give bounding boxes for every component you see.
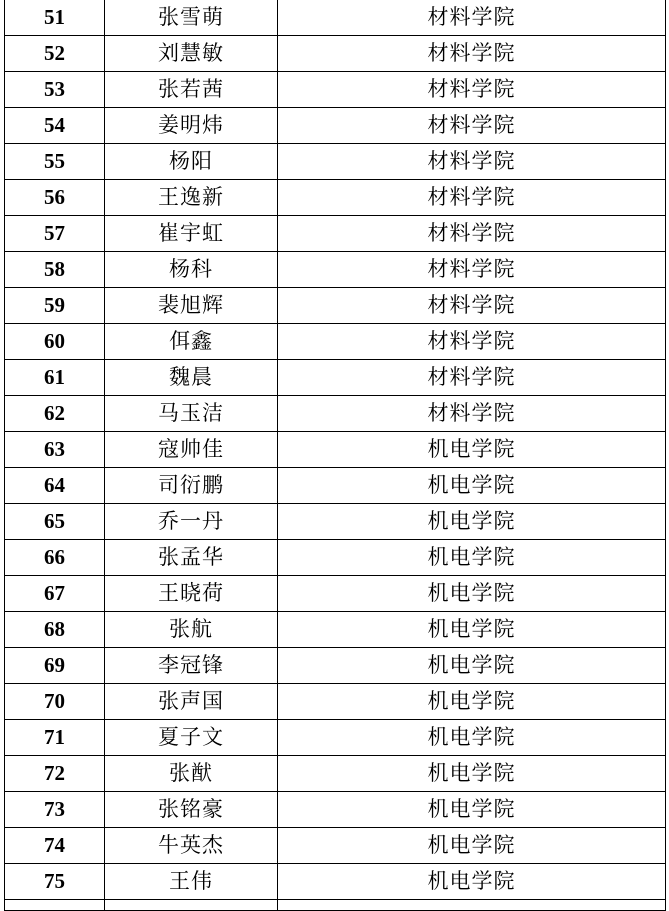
student-name: 裴旭辉 [105,288,278,324]
college-name-cell [278,900,666,911]
row-number: 74 [5,828,105,864]
college-name: 机电学院 [278,540,666,576]
row-number: 69 [5,648,105,684]
table-row [5,828,666,864]
row-number: 64 [5,468,105,504]
college-name: 材料学院 [278,180,666,216]
student-name: 牛英杰 [105,828,278,864]
row-number: 63 [5,432,105,468]
college-name: 机电学院 [278,468,666,504]
row-number: 56 [5,180,105,216]
table-row [5,252,666,288]
table-row [5,0,666,36]
row-number: 61 [5,360,105,396]
student-roster-table [4,0,666,911]
student-name: 张铭豪 [105,792,278,828]
row-number: 75 [5,864,105,900]
student-name: 佴鑫 [105,324,278,360]
table-row [5,324,666,360]
row-number: 62 [5,396,105,432]
table-row [5,612,666,648]
college-name: 材料学院 [278,36,666,72]
college-name: 机电学院 [278,648,666,684]
student-name: 李冠锋 [105,648,278,684]
student-name: 马玉洁 [105,396,278,432]
table-row [5,756,666,792]
college-name: 材料学院 [278,0,666,36]
table-row [5,288,666,324]
college-name: 机电学院 [278,756,666,792]
row-number: 53 [5,72,105,108]
college-name: 机电学院 [278,684,666,720]
table-row [5,504,666,540]
college-name: 材料学院 [278,216,666,252]
row-number: 72 [5,756,105,792]
row-number: 54 [5,108,105,144]
row-number: 51 [5,0,105,36]
student-name: 魏晨 [105,360,278,396]
student-name: 刘慧敏 [105,36,278,72]
student-name: 夏子文 [105,720,278,756]
row-number: 70 [5,684,105,720]
row-number: 68 [5,612,105,648]
row-number: 55 [5,144,105,180]
college-name: 机电学院 [278,432,666,468]
student-name: 张声国 [105,684,278,720]
row-number: 66 [5,540,105,576]
student-name: 杨阳 [105,144,278,180]
table-row [5,108,666,144]
table-row [5,792,666,828]
student-name: 张孟华 [105,540,278,576]
student-name: 张雪萌 [105,0,278,36]
table-row [5,216,666,252]
college-name: 材料学院 [278,396,666,432]
student-name: 杨科 [105,252,278,288]
table-row [5,72,666,108]
table-row [5,180,666,216]
row-number: 58 [5,252,105,288]
college-name: 机电学院 [278,828,666,864]
student-name: 王伟 [105,864,278,900]
row-number: 59 [5,288,105,324]
table-row [5,540,666,576]
student-name: 张航 [105,612,278,648]
row-number-cell [5,900,105,911]
row-number: 65 [5,504,105,540]
college-name: 机电学院 [278,504,666,540]
college-name: 材料学院 [278,108,666,144]
college-name: 机电学院 [278,576,666,612]
student-name: 寇帅佳 [105,432,278,468]
student-name: 张若茜 [105,72,278,108]
table-row [5,360,666,396]
college-name: 材料学院 [278,360,666,396]
college-name: 材料学院 [278,288,666,324]
table-row [5,720,666,756]
student-name: 姜明炜 [105,108,278,144]
row-number: 67 [5,576,105,612]
table-row [5,648,666,684]
college-name: 材料学院 [278,252,666,288]
student-name: 司衍鹏 [105,468,278,504]
student-name: 王晓荷 [105,576,278,612]
table-row [5,36,666,72]
college-name: 机电学院 [278,864,666,900]
row-number: 52 [5,36,105,72]
college-name: 材料学院 [278,324,666,360]
college-name: 机电学院 [278,612,666,648]
row-number: 57 [5,216,105,252]
table-row [5,468,666,504]
table-row [5,576,666,612]
table-row [5,684,666,720]
college-name: 机电学院 [278,792,666,828]
student-name: 张猷 [105,756,278,792]
table-row [5,396,666,432]
college-name: 机电学院 [278,720,666,756]
table-row [5,432,666,468]
row-number: 73 [5,792,105,828]
table-row [5,864,666,900]
student-name: 乔一丹 [105,504,278,540]
college-name: 材料学院 [278,144,666,180]
table-row-cut-off [5,900,666,911]
roster-body [5,0,666,911]
table-row [5,144,666,180]
student-name: 崔宇虹 [105,216,278,252]
student-name-cell [105,900,278,911]
college-name: 材料学院 [278,72,666,108]
student-name: 王逸新 [105,180,278,216]
row-number: 71 [5,720,105,756]
row-number: 60 [5,324,105,360]
